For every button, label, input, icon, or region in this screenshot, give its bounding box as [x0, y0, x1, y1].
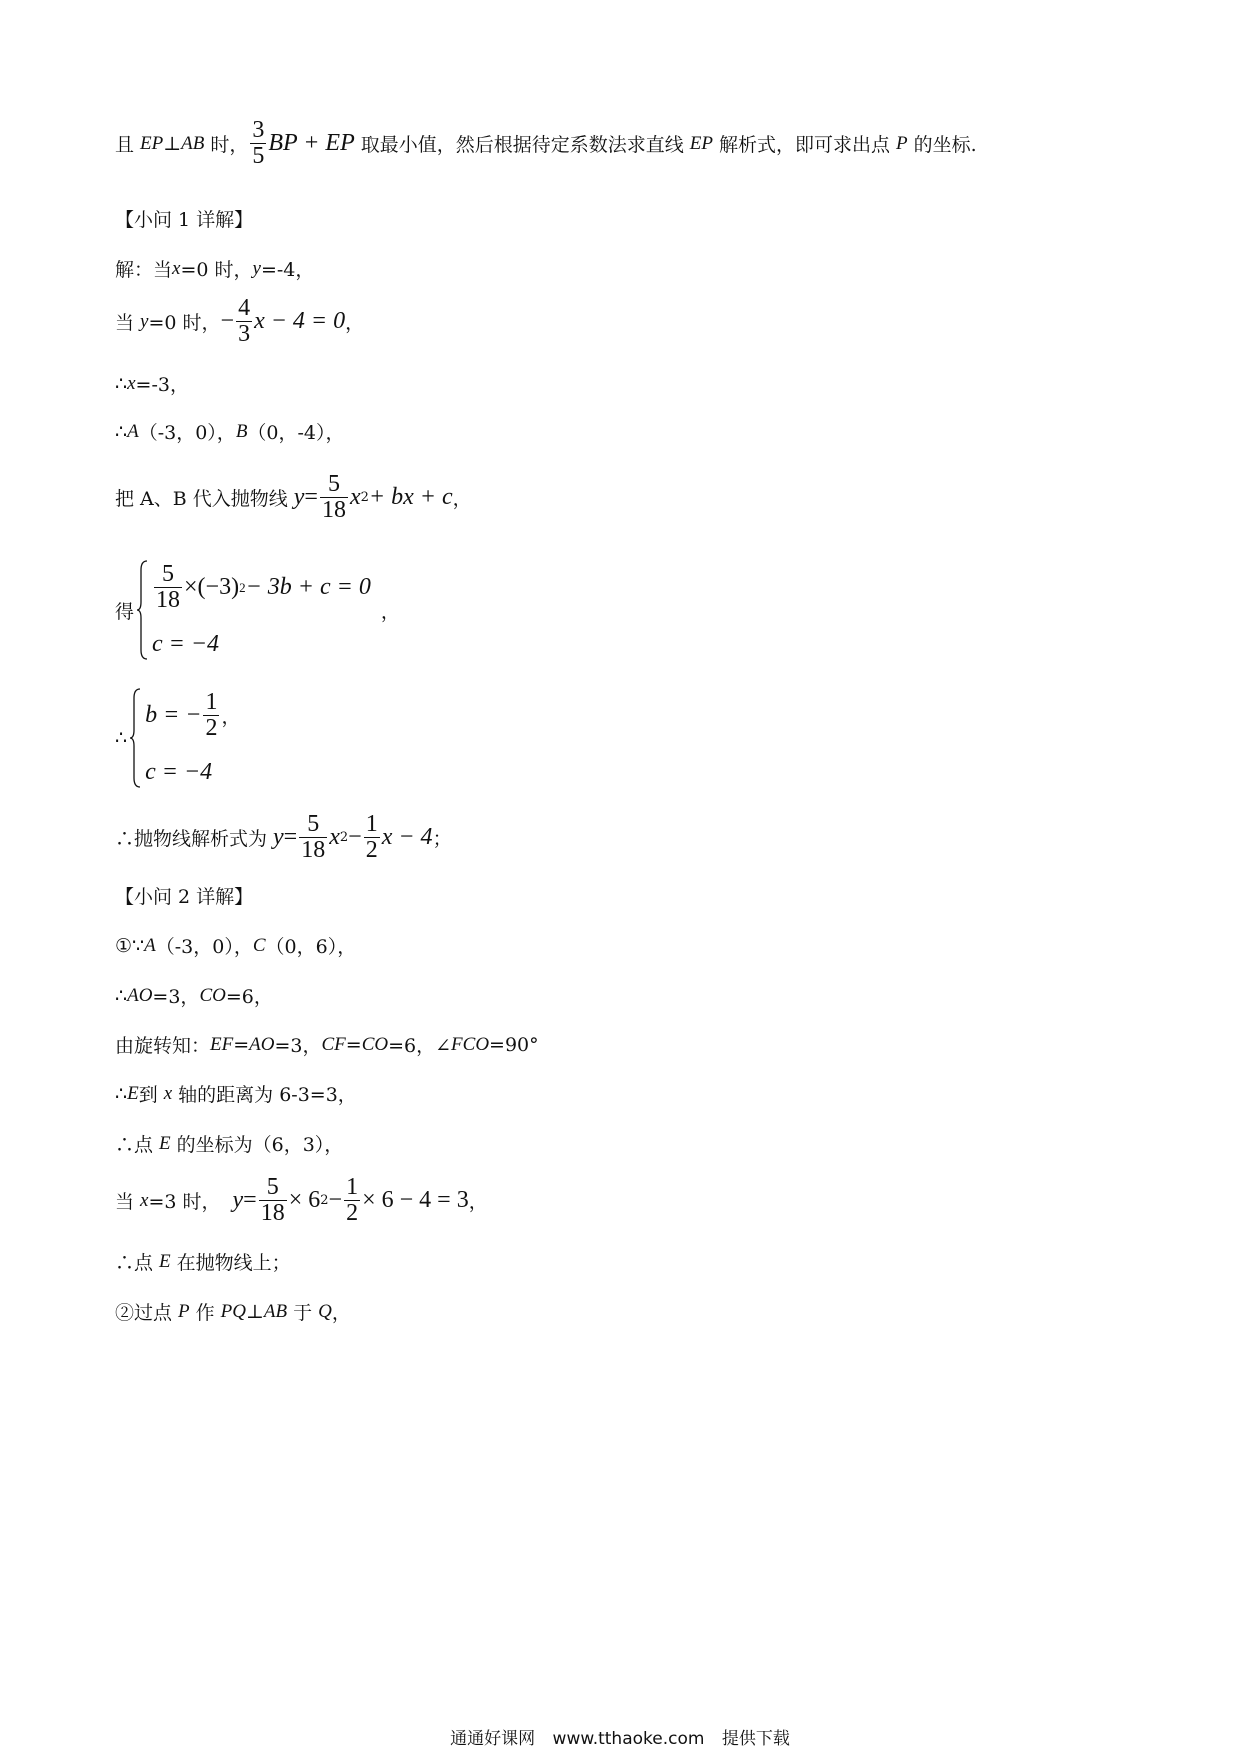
- text-line-7: [115, 560, 400, 660]
- t: ②过点: [115, 1302, 173, 1324]
- text-line-13: [115, 1031, 539, 1058]
- t: y: [273, 824, 284, 851]
- t: x: [172, 257, 181, 279]
- brace-icon: [136, 560, 148, 660]
- text-line-12: [115, 982, 273, 1009]
- t: −: [328, 1187, 343, 1214]
- t: 当: [115, 312, 135, 335]
- text-line-14: [115, 1080, 357, 1107]
- t: =: [345, 1033, 362, 1056]
- math-expr: + bx + c: [368, 484, 453, 511]
- t: ，: [452, 488, 472, 511]
- fraction: [250, 118, 266, 169]
- t: PQ: [220, 1300, 246, 1322]
- t: 取最小值，然后根据待定系数法求直线: [360, 134, 684, 157]
- t: x: [349, 484, 361, 511]
- section-heading-1: [115, 205, 253, 232]
- t: （0，-4），: [247, 422, 345, 444]
- t: =: [233, 1033, 250, 1056]
- t: ，: [468, 1191, 488, 1214]
- t: =90°: [489, 1033, 539, 1056]
- t: CO: [199, 984, 226, 1006]
- t: 由旋转知：: [115, 1035, 211, 1057]
- text-line-11: [115, 932, 356, 959]
- t: P: [896, 132, 908, 154]
- math-expr: × 6 − 4 = 3: [362, 1187, 469, 1214]
- denominator: 2: [365, 837, 378, 864]
- text-line-4: [115, 370, 189, 397]
- text-line-18: [115, 1298, 351, 1325]
- numerator: 1: [346, 1174, 359, 1200]
- numerator: 5: [266, 1174, 279, 1200]
- t: AO: [127, 984, 153, 1006]
- t: − 3b + c = 0: [245, 574, 371, 601]
- t: =3，: [152, 986, 200, 1008]
- t: EP: [689, 132, 713, 154]
- section-heading-2: [115, 882, 253, 909]
- denominator: 2: [205, 715, 218, 742]
- t: =-3，: [135, 374, 189, 396]
- t: （-3，0），: [155, 936, 253, 958]
- fraction: [320, 472, 348, 523]
- t: A: [127, 420, 139, 442]
- t: =6，∠: [388, 1035, 452, 1057]
- footer-site-name: 通通好课网: [450, 1729, 536, 1749]
- fraction: [344, 1175, 360, 1226]
- numerator: 1: [205, 689, 218, 715]
- text-line-9: [115, 812, 452, 863]
- t: y: [252, 257, 261, 279]
- t: 的坐标.: [913, 134, 977, 157]
- denominator: 2: [346, 1200, 359, 1227]
- denominator: 18: [156, 587, 181, 614]
- t: ，: [380, 600, 400, 623]
- fraction: [299, 812, 327, 863]
- text-line-2: [115, 255, 314, 282]
- t: Q: [318, 1300, 332, 1322]
- t: ⊥: [245, 1300, 264, 1323]
- t: x: [127, 372, 136, 394]
- t: E: [159, 1132, 171, 1154]
- t: P: [178, 1300, 190, 1322]
- text-line-16: [115, 1175, 488, 1226]
- t: ①∵: [115, 934, 145, 957]
- page-footer: [0, 1724, 1240, 1749]
- t: 把 A、B 代入抛物线: [115, 488, 288, 511]
- t: =3 时，: [148, 1191, 221, 1214]
- t: x: [140, 1189, 149, 1211]
- t: EF: [210, 1033, 234, 1055]
- denominator: 18: [301, 837, 326, 864]
- t: 到: [138, 1084, 158, 1106]
- text-line-15: [115, 1130, 343, 1157]
- equation-system: [129, 688, 240, 788]
- t: FCO: [451, 1033, 490, 1055]
- brace-icon: [129, 688, 141, 788]
- superscript: 2: [339, 830, 349, 846]
- numerator: 5: [162, 561, 175, 587]
- t: ∴点: [115, 1252, 154, 1274]
- numerator: 3: [252, 117, 265, 143]
- t: E: [127, 1082, 139, 1104]
- footer-note: 提供下载: [721, 1729, 790, 1749]
- t: x: [329, 824, 340, 851]
- t: y: [232, 1187, 244, 1214]
- t: c = −4: [152, 631, 220, 657]
- text-line-6: [115, 472, 472, 523]
- superscript: 2: [360, 490, 369, 506]
- t: AB: [263, 1300, 288, 1322]
- t: ×(−3): [184, 574, 240, 601]
- denominator: 18: [321, 497, 346, 524]
- t: ∴点: [115, 1134, 154, 1156]
- t: =: [283, 824, 298, 851]
- system-row-2: [152, 631, 371, 658]
- text-line-8: [115, 688, 241, 788]
- math-expr: BP + EP: [268, 130, 355, 157]
- t: ∴抛物线解析式为: [115, 828, 268, 851]
- text-line-5: [115, 418, 345, 445]
- t: CO: [361, 1033, 389, 1055]
- t: =6，: [225, 986, 273, 1008]
- t: x: [163, 1082, 173, 1104]
- t: 于: [293, 1302, 313, 1324]
- t: E: [159, 1250, 171, 1272]
- t: EP: [140, 132, 164, 154]
- t: −: [348, 824, 362, 851]
- t: AO: [249, 1033, 275, 1055]
- denominator: 3: [238, 321, 251, 348]
- t: （0，6），: [265, 936, 357, 958]
- text-line-0: [115, 118, 977, 169]
- t: 作: [195, 1302, 215, 1324]
- t: =0 时，: [180, 259, 253, 281]
- text-line-17: [115, 1248, 291, 1275]
- t: =0 时，: [148, 312, 221, 335]
- equation-system: [136, 560, 371, 660]
- t: 轴的距离为 6-3=3，: [178, 1084, 357, 1106]
- math-expr: x − 4 = 0: [254, 308, 346, 335]
- t: 且: [115, 134, 135, 157]
- system-row-1: [145, 690, 240, 741]
- t: ∴: [115, 984, 128, 1007]
- t: y: [293, 484, 305, 511]
- t: y: [140, 310, 149, 332]
- fraction: [236, 296, 252, 347]
- t: ∴: [115, 420, 128, 443]
- t: AB: [181, 132, 205, 154]
- t: ，: [331, 1302, 351, 1324]
- numerator: 1: [365, 811, 378, 837]
- t: × 6: [288, 1187, 321, 1214]
- numerator: 5: [327, 471, 340, 497]
- footer-url[interactable]: www.tthaoke.com: [552, 1729, 705, 1749]
- t: =-4，: [260, 259, 315, 281]
- t: A: [144, 934, 156, 956]
- denominator: 18: [260, 1200, 285, 1227]
- system-row-1: [152, 562, 371, 613]
- system-row-2: [145, 759, 240, 786]
- fraction: [154, 562, 182, 613]
- t: ，: [221, 707, 241, 729]
- fraction: [259, 1175, 287, 1226]
- denominator: 5: [252, 143, 265, 170]
- t: 解析式，即可求出点: [718, 134, 890, 157]
- heading-text: 【小问 1 详解】: [115, 209, 254, 231]
- t: ，: [345, 312, 365, 335]
- t: ；: [432, 828, 452, 851]
- t: c = −4: [145, 759, 213, 785]
- t: ∴: [115, 372, 128, 395]
- numerator: 5: [307, 811, 320, 837]
- numerator: 4: [238, 295, 251, 321]
- t: =: [304, 484, 318, 511]
- t: 解：当: [115, 259, 173, 281]
- t: ∴: [115, 1082, 128, 1105]
- heading-text: 【小问 2 详解】: [115, 886, 254, 908]
- t: 的坐标为（6，3），: [176, 1134, 344, 1156]
- superscript: 2: [320, 1193, 329, 1209]
- t: 当: [115, 1191, 135, 1214]
- t: =3，: [274, 1035, 322, 1057]
- t: 时，: [210, 134, 249, 157]
- t: CF: [321, 1033, 346, 1055]
- t: ∴: [115, 727, 128, 749]
- math-expr: x − 4: [381, 824, 433, 851]
- t: b = −: [145, 702, 202, 729]
- t: 得: [115, 600, 135, 623]
- t: （-3，0），: [138, 422, 236, 444]
- t: ⊥: [163, 132, 182, 155]
- superscript: 2: [239, 579, 246, 595]
- t: −: [220, 308, 235, 335]
- t: C: [252, 934, 266, 956]
- fraction: [203, 690, 219, 741]
- fraction: [364, 812, 380, 863]
- text-line-3: [115, 296, 364, 347]
- t: B: [235, 420, 248, 442]
- t: 在抛物线上；: [176, 1252, 291, 1274]
- t: =: [243, 1187, 257, 1214]
